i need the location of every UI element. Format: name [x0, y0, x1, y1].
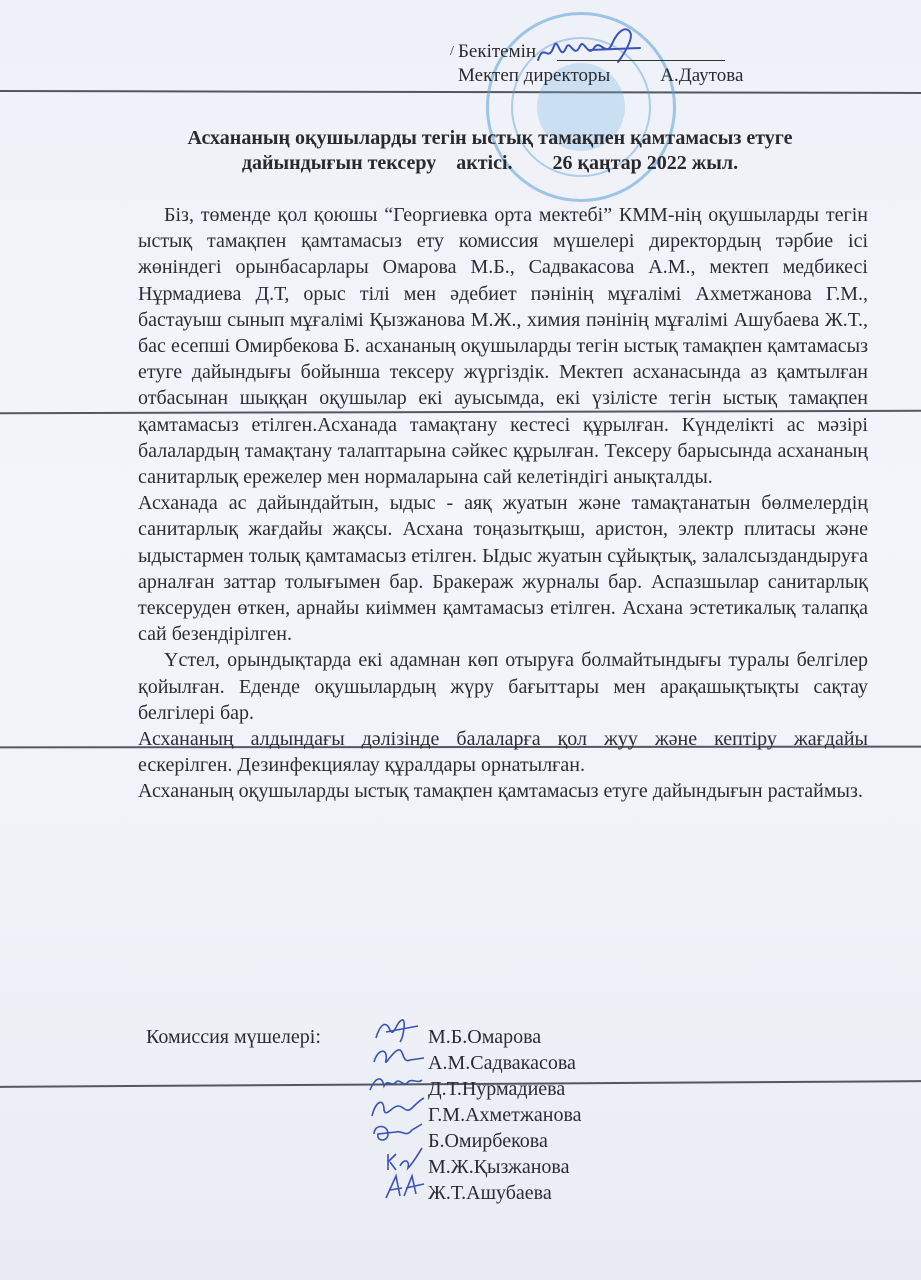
director-name: А.Даутова — [660, 65, 744, 86]
approved-label: Бекітемін — [458, 41, 537, 62]
paragraph: Үстел, орындықтарда екі адамнан көп отыруға болмайтындығы туралы белгілер қойылған. Еденде оқушылардың жүру бағыттары мен арақашықтықты сақтау белгілері бар. — [138, 649, 868, 724]
paragraph: Асханада ас дайындайтын, ыдыс - аяқ жуатын және тамақтанатын бөлмелердің санитарлық жағдайы жақсы. Асхана тоңазытқыш, аристон, электр плитасы және ыдыстармен толық қамтамасыз етілген. Ыдыс жуатын сұйықтық, залалсыздандыруға арналған заттар толығымен бар. Бракераж журналы бар. Аспазшылар санитарлық тексеруден өткен, арнайы киіммен қамтамасыз етілген. Асхана эстетикалық талапқа сай безендірілген. — [138, 492, 868, 646]
commission-members-list — [428, 1024, 582, 1206]
signature-icon — [366, 1016, 426, 1044]
member-name: А.М.Садвакасова — [428, 1052, 576, 1074]
document-body — [138, 202, 868, 805]
signature-icon — [366, 1146, 426, 1174]
signature-line — [557, 60, 725, 61]
signature-icon — [366, 1042, 426, 1070]
paragraph: Біз, төменде қол қоюшы “Георгиевка орта мектебі” КММ-нің оқушыларды тегін ыстық тамақпен қамтамасыз ету комиссия мүшелері директордың тәрбие ісі жөніндегі орынбасарлары Омарова М.Б., Садвакасова А.М., мектеп медбикесі Нұрмадиева Д.Т, орыс тілі мен әдебиет пәнінің мұғалімі Ахметжанова Г.М., бастауыш сынып мұғалімі Қызжанова М.Ж., химия пәнінің мұғалімі Ашубаева Ж.Т., бас есепші Омирбекова Б. асхананың оқушыларды тегін ыстық тамақпен қамтамасыз етуге дайындығы бойынша тексеру жүргіздік. Мектеп асханасында аз қамтылған отбасынан шыққан оқушылар екі ауысымда, екі үзілісте тегін ыстық тамақпен қамтамасыз етілген.Асханада тамақтану кестесі құрылған. Күнделікті ас мәзірі балалардың тамақтану талаптарына сәйкес құрылған. Тексеру барысында асхананың санитарлық ережелер мен нормаларына сай келетіндігі анықталды. — [138, 204, 868, 489]
member-name: Ж.Т.Ашубаева — [428, 1182, 552, 1204]
title-line-2: дайындығын тексеру актісі. — [241, 152, 513, 174]
signature-icon — [366, 1094, 426, 1122]
signature-icon — [366, 1120, 426, 1148]
commission-label: Комиссия мүшелері: — [146, 1026, 321, 1048]
member-name: Д.Т.Нурмадиева — [428, 1078, 566, 1100]
signature-icon — [366, 1068, 426, 1096]
signature-icon — [366, 1172, 426, 1200]
member-name: М.Б.Омарова — [428, 1026, 542, 1048]
slash-mark: / — [450, 44, 454, 59]
document-title — [150, 126, 830, 176]
document-date: 26 қаңтар 2022 жыл. — [552, 152, 739, 174]
member-name: М.Ж.Қызжанова — [428, 1156, 570, 1178]
member-name: Г.М.Ахметжанова — [428, 1104, 582, 1126]
fold-line — [0, 90, 921, 94]
paragraph: Асхананың оқушыларды ыстық тамақпен қамтамасыз етуге дайындығын растаймыз. — [138, 780, 863, 803]
approval-block — [452, 40, 743, 87]
member-name: Б.Омирбекова — [428, 1130, 548, 1152]
director-position: Мектеп директоры — [458, 65, 611, 86]
title-line-1: Асхананың оқушыларды тегін ыстық тамақпен қамтамасыз етуге — [187, 127, 793, 149]
paragraph: Асхананың алдындағы дәлізінде балаларға қол жуу және кептіру жағдайы ескерілген. Дезинфекциялау құралдары орнатылған. — [138, 728, 868, 777]
